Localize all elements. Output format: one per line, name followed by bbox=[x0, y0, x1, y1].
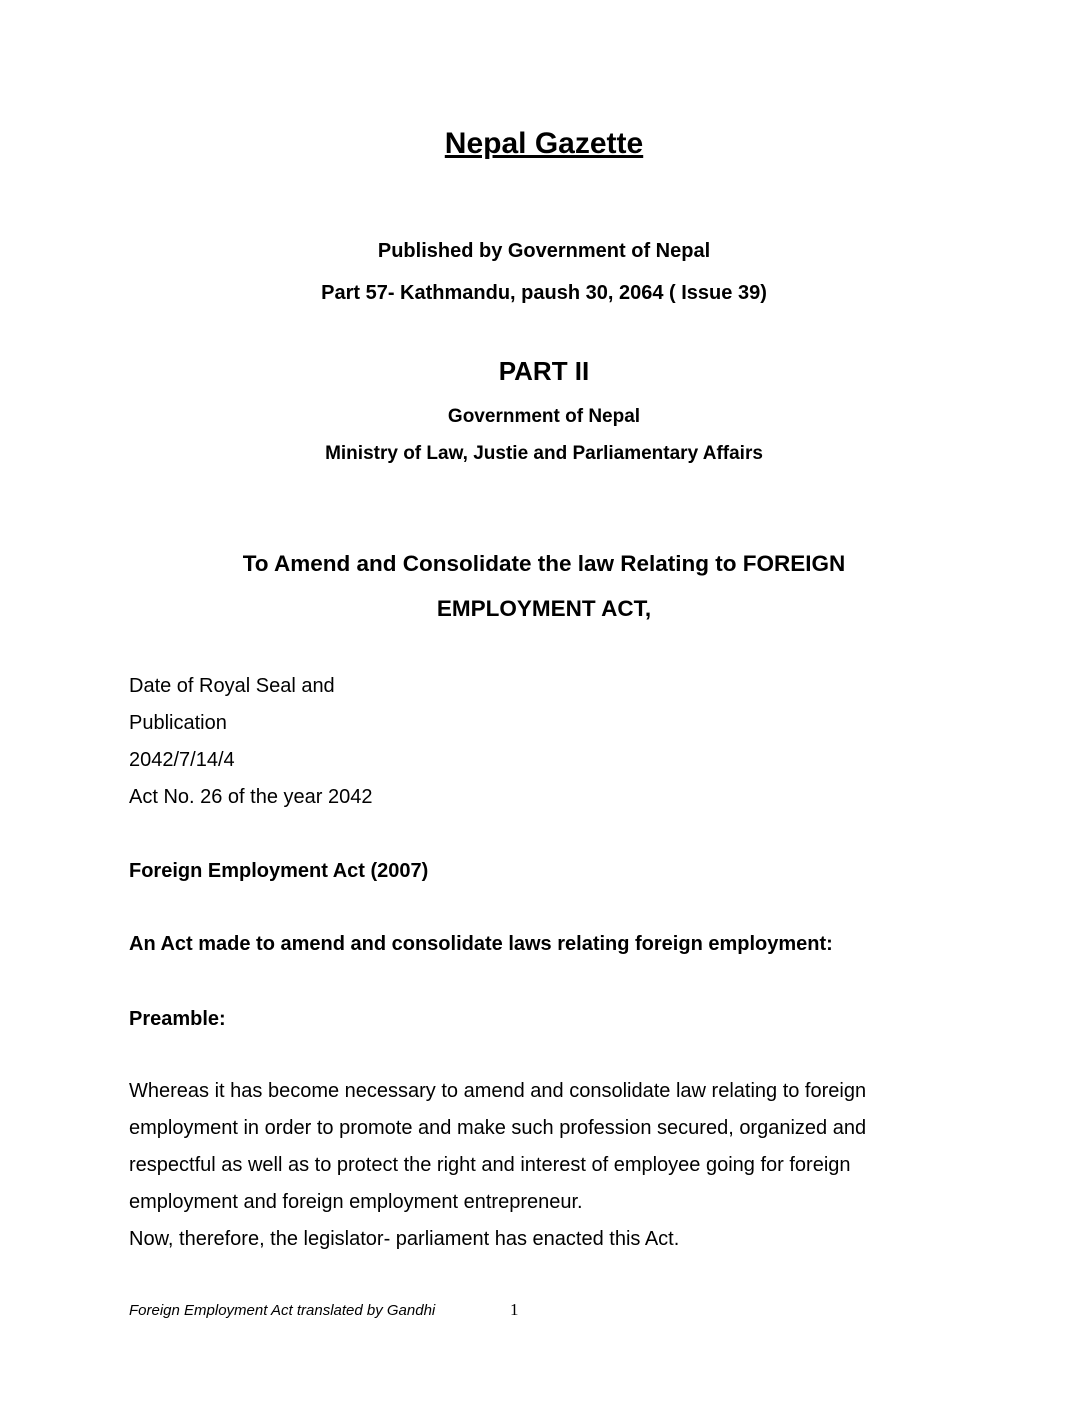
published-by: Published by Government of Nepal bbox=[377, 240, 711, 262]
part-label: PART II bbox=[498, 356, 590, 386]
publication-info-line: Date of Royal Seal and bbox=[129, 675, 335, 697]
preamble-line: employment and foreign employment entrepreneur. bbox=[129, 1191, 583, 1213]
act-title-line-2: EMPLOYMENT ACT, bbox=[436, 596, 652, 621]
preamble-heading: Preamble: bbox=[129, 1008, 226, 1030]
publication-info-line: Act No. 26 of the year 2042 bbox=[129, 786, 373, 808]
page-number: 1 bbox=[510, 1300, 519, 1319]
preamble-line: Whereas it has become necessary to amend and consolidate law relating to foreign bbox=[129, 1080, 867, 1102]
government-heading: Government of Nepal bbox=[447, 406, 641, 427]
ministry-heading: Ministry of Law, Justie and Parliamentary Affairs bbox=[325, 443, 763, 464]
act-title-line-1: To Amend and Consolidate the law Relating to FOREIGN bbox=[242, 551, 846, 576]
publication-info-line: Publication bbox=[129, 712, 227, 734]
publication-info-line: 2042/7/14/4 bbox=[129, 749, 235, 771]
issue-line: Part 57- Kathmandu, paush 30, 2064 ( Issue 39) bbox=[321, 282, 767, 304]
act-description: An Act made to amend and consolidate laws relating foreign employment: bbox=[129, 933, 833, 955]
gazette-title: Nepal Gazette bbox=[444, 127, 644, 160]
preamble-line: Now, therefore, the legislator- parliament has enacted this Act. bbox=[129, 1228, 680, 1250]
preamble-line: respectful as well as to protect the right and interest of employee going for foreign bbox=[129, 1154, 851, 1176]
act-name: Foreign Employment Act (2007) bbox=[129, 860, 429, 882]
footer-text: Foreign Employment Act translated by Gandhi bbox=[129, 1302, 436, 1319]
preamble-line: employment in order to promote and make such profession secured, organized and bbox=[129, 1117, 867, 1139]
